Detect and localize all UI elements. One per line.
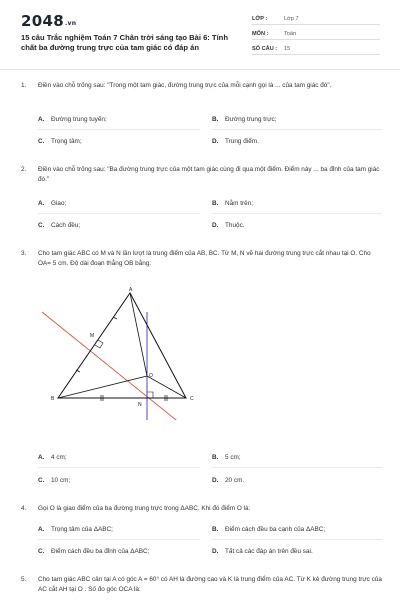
question-2-option-c[interactable] — [38, 221, 198, 233]
option-letter: D. — [212, 138, 219, 145]
option-text: Nằm trên; — [225, 200, 254, 207]
option-letter: D. — [212, 477, 219, 484]
question-5-text: Cho tam giác ABC cân tại A có góc A = 60° có AH là đường cao và K là trung điểm của AC. Từ K kẻ đường trung trực của AC cắt AH tại O . Số đo góc OCA là: — [38, 576, 382, 593]
option-text: Thuộc. — [225, 222, 245, 229]
document-title: 15 câu Trắc nghiệm Toán 7 Chân trời sáng tạo Bài 6: Tính chất ba đường trung trực của tam giác có đáp án — [21, 33, 228, 52]
question-3-option-d[interactable] — [212, 476, 382, 488]
option-letter: C. — [38, 138, 45, 145]
document-header — [0, 0, 400, 66]
site-logo[interactable] — [21, 12, 76, 30]
question-5-number: 5. — [21, 576, 27, 583]
meta-value: 15 — [284, 46, 291, 52]
question-3-option-c[interactable] — [38, 476, 198, 488]
option-text: 10 cm; — [51, 477, 71, 484]
option-letter: B. — [212, 116, 219, 123]
question-3-number: 3. — [21, 250, 27, 257]
option-letter: A. — [38, 526, 45, 533]
option-text: 5 cm; — [225, 454, 241, 461]
meta-key: SỐ CÂU : — [252, 46, 278, 52]
meta-row-count — [252, 43, 380, 55]
question-1-number: 1. — [21, 82, 27, 89]
option-divider — [212, 539, 382, 540]
option-text: Điểm cách đều ba đỉnh của ΔABC; — [51, 548, 150, 555]
option-text: Trung điểm. — [225, 138, 259, 145]
option-letter: C. — [38, 548, 45, 555]
question-4-number: 4. — [21, 505, 27, 512]
option-letter: B. — [212, 200, 219, 207]
option-letter: B. — [212, 454, 219, 461]
tick-mark — [113, 317, 117, 319]
option-divider — [38, 129, 200, 130]
option-divider — [212, 129, 382, 130]
option-text: Đường trung trực; — [225, 116, 277, 123]
question-3-option-a[interactable] — [38, 453, 198, 465]
question-3-text: Cho tam giác ABC có M và N lần lượt là trung điểm của AB, BC. Từ M, N vẽ hai đường trung trực cắt nhau tại O. Cho OA= 5 cm. Độ dài đoạn thẳng OB bằng: — [38, 250, 371, 267]
triangle-figure — [38, 280, 238, 420]
option-text: Trọng tâm của ΔABC; — [51, 526, 113, 533]
meta-value: Lớp 7 — [284, 16, 299, 22]
question-2-option-b[interactable] — [212, 199, 382, 211]
meta-row-subject — [252, 28, 380, 40]
option-letter: A. — [38, 116, 45, 123]
question-1-option-c[interactable] — [38, 137, 198, 149]
option-letter: C. — [38, 222, 45, 229]
question-2-option-d[interactable] — [212, 221, 382, 233]
logo-text: 2048 — [21, 12, 64, 30]
meta-key: MÔN : — [252, 31, 269, 37]
meta-row-grade — [252, 13, 380, 25]
question-1-text: Điền vào chỗ trống sau: "Trong một tam giác, đường trung trực của mỗi cạnh gọi là ... của tam giác đó". — [38, 82, 332, 89]
question-3-option-b[interactable] — [212, 453, 382, 465]
option-text: Giao; — [51, 200, 67, 207]
option-letter: B. — [212, 526, 219, 533]
question-1-option-a[interactable] — [38, 115, 198, 127]
option-divider — [212, 213, 382, 214]
meta-value: Toán — [284, 31, 297, 37]
option-letter: A. — [38, 454, 45, 461]
option-letter: D. — [212, 548, 219, 555]
question-1-option-d[interactable] — [212, 137, 382, 149]
question-2-number: 2. — [21, 166, 27, 173]
option-text: Trọng tâm; — [51, 138, 82, 145]
meta-key: LỚP : — [252, 16, 268, 22]
header-divider — [0, 69, 400, 70]
label-a: A — [129, 287, 133, 293]
label-o: O — [149, 373, 153, 379]
option-text: Đường trung tuyến; — [51, 116, 107, 123]
logo-suffix: .vn — [64, 20, 77, 27]
question-4-option-d[interactable] — [212, 547, 382, 559]
option-divider — [38, 213, 200, 214]
question-4-option-a[interactable] — [38, 525, 198, 537]
option-text: Tất cả các đáp án trên đều sai. — [225, 548, 313, 555]
label-c: C — [190, 396, 194, 402]
option-letter: A. — [38, 200, 45, 207]
option-text: Điểm cách đều ba cạnh của ΔABC; — [225, 526, 326, 533]
option-letter: C. — [38, 477, 45, 484]
option-divider — [38, 539, 200, 540]
right-angle-mark-m — [95, 340, 103, 348]
question-4-option-b[interactable] — [212, 525, 382, 537]
option-text: 4 cm; — [51, 454, 67, 461]
label-n: N — [138, 402, 142, 408]
segment-oa — [130, 293, 147, 376]
option-divider — [212, 467, 382, 468]
label-m: M — [90, 333, 95, 339]
option-text: 20 cm. — [225, 477, 245, 484]
perpendicular-bisector-ab — [42, 312, 186, 420]
question-2-text: Điền vào chỗ trống sau: "Ba đường trung trực của một tam giác cùng đi qua một điểm. Điểm này ... ba đỉnh của tam giác đó." — [38, 166, 380, 183]
question-1-option-b[interactable] — [212, 115, 382, 127]
question-2-option-a[interactable] — [38, 199, 198, 211]
question-4-option-c[interactable] — [38, 547, 198, 559]
option-letter: D. — [212, 222, 219, 229]
question-4-text: Gọi O là giao điểm của ba đường trung trực trong ΔABC. Khi đó điểm O là: — [38, 505, 251, 512]
option-divider — [38, 467, 200, 468]
option-text: Cách đều; — [51, 222, 81, 229]
label-b: B — [51, 396, 55, 402]
